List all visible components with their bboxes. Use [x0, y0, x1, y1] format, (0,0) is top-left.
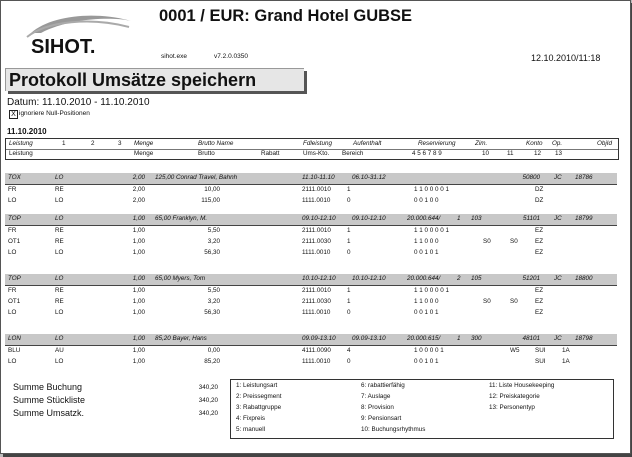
table-cell: 18800: [575, 275, 593, 282]
col-header: Brutto Name: [198, 140, 234, 147]
table-cell: 0 0 1 0 1: [414, 358, 439, 365]
col-header: 13: [555, 150, 563, 157]
sum-value: 340,20: [198, 397, 218, 404]
report-title-banner: [5, 68, 304, 91]
col-header: 11: [507, 150, 514, 157]
table-cell: 3,20: [207, 238, 220, 245]
table-cell: 1,00: [132, 298, 145, 305]
table-cell: 1A: [562, 347, 570, 354]
table-row: [5, 297, 617, 308]
legend-item: 8: Provision: [361, 404, 394, 411]
table-cell: 4: [347, 347, 351, 354]
col-header: Aufenthalt: [353, 140, 382, 147]
table-cell: RE: [55, 227, 64, 234]
legend-item: 10: Buchungsrhythmus: [361, 426, 426, 433]
table-cell: 1: [347, 287, 351, 294]
table-cell: 2111.0010: [302, 287, 331, 294]
table-row: [5, 357, 617, 368]
table-row: [5, 286, 617, 297]
table-cell: 1111.0010: [302, 309, 331, 316]
date-range: Datum: 11.10.2010 - 11.10.2010: [7, 97, 150, 108]
ignore-null-checkbox: X: [9, 110, 18, 119]
table-cell: 1 1 0 0 0 0 1: [414, 227, 450, 234]
table-row: [5, 196, 617, 207]
table-cell: 105: [471, 275, 482, 282]
table-cell: 0 0 1 0 0: [414, 197, 439, 204]
table-cell: TOX: [8, 174, 21, 181]
legend-item: 1: Leistungsart: [236, 382, 278, 389]
report-title: Protokoll Umsätze speichern: [9, 70, 257, 90]
table-row: [5, 308, 617, 319]
table-cell: 85,20: [204, 358, 220, 365]
col-header: Zim.: [475, 140, 488, 147]
table-cell: 1: [457, 335, 461, 342]
svg-text:SIHOT.: SIHOT.: [31, 36, 96, 58]
table-cell: 5,50: [207, 287, 220, 294]
table-cell: 2,00: [132, 174, 145, 181]
col-header: Ums-Kto.: [303, 150, 330, 157]
table-cell: 1 1 0 0 0 0 1: [414, 186, 450, 193]
table-cell: LO: [55, 275, 64, 282]
table-cell: LO: [55, 249, 64, 256]
group-row: [5, 173, 617, 185]
table-cell: 2: [457, 275, 461, 282]
table-cell: RE: [55, 186, 64, 193]
table-row: [5, 185, 617, 196]
table-cell: 50800: [522, 174, 540, 181]
table-cell: S0: [483, 298, 491, 305]
col-header: 10: [482, 150, 490, 157]
table-cell: OT1: [8, 298, 21, 305]
table-cell: LO: [55, 215, 64, 222]
table-cell: 125,00 Conrad Travel, Bahnh: [155, 174, 238, 181]
table-cell: TOP: [8, 275, 21, 282]
table-cell: 103: [471, 215, 482, 222]
table-cell: 0: [347, 309, 351, 316]
group-row: [5, 214, 617, 226]
group-row: [5, 334, 617, 346]
table-cell: BLU: [8, 347, 21, 354]
legend-item: 12: Preiskategorie: [489, 393, 540, 400]
table-cell: 1: [347, 186, 351, 193]
table-row: [5, 346, 617, 357]
table-cell: 1,00: [132, 227, 145, 234]
app-name: sihot.exe: [161, 53, 188, 60]
col-header: Brutto: [198, 150, 215, 157]
table-cell: S0: [510, 238, 518, 245]
table-cell: 1 1 0 0 0: [414, 238, 439, 245]
table-cell: 0: [347, 197, 351, 204]
table-cell: 300: [471, 335, 482, 342]
table-cell: 10,00: [204, 186, 220, 193]
table-cell: JC: [554, 215, 562, 222]
table-cell: LO: [8, 197, 17, 204]
sum-value: 340,20: [198, 384, 218, 391]
col-header: Menge: [134, 150, 154, 157]
table-cell: 06.10-31.12: [352, 174, 386, 181]
table-cell: 1,00: [132, 309, 145, 316]
table-cell: 1: [347, 227, 351, 234]
legend-item: 5: manuell: [236, 426, 266, 433]
table-row: [5, 248, 617, 259]
table-cell: 09.09-13.10: [352, 335, 386, 342]
table-cell: 3,20: [207, 298, 220, 305]
legend-item: 2: Preissegment: [236, 393, 282, 400]
table-cell: DZ: [535, 197, 544, 204]
table-cell: 2,00: [132, 197, 145, 204]
table-cell: 2111.0010: [302, 186, 331, 193]
legend-item: 3: Rabattgruppe: [236, 404, 282, 411]
sum-label: Summe Umsatzk.: [13, 408, 85, 418]
col-header: Bereich: [342, 150, 364, 157]
group-row: [5, 274, 617, 286]
table-cell: LO: [8, 309, 17, 316]
table-cell: 09.09-13.10: [302, 335, 336, 342]
table-cell: 10.10-12.10: [302, 275, 336, 282]
legend-item: 4: Fixpreis: [236, 415, 266, 422]
table-cell: 1: [457, 215, 461, 222]
table-cell: SUI: [535, 347, 546, 354]
table-cell: FR: [8, 227, 17, 234]
col-header: Konto: [526, 140, 543, 147]
legend-item: 13: Personentyp: [489, 404, 535, 411]
table-cell: 1 1 0 0 0 0 1: [414, 287, 450, 294]
table-cell: 1A: [562, 358, 570, 365]
table-cell: 1111.0010: [302, 197, 331, 204]
table-cell: 56,30: [204, 309, 220, 316]
table-cell: LO: [55, 335, 64, 342]
table-cell: DZ: [535, 186, 544, 193]
table-cell: 0 0 1 0 1: [414, 309, 439, 316]
table-cell: EZ: [535, 298, 544, 305]
table-row: [5, 226, 617, 237]
table-cell: S0: [510, 298, 518, 305]
table-cell: 48101: [522, 335, 540, 342]
col-header: 12: [534, 150, 542, 157]
print-datetime: 12.10.2010/11:18: [531, 53, 601, 63]
col-header: ObjId: [597, 140, 613, 147]
sum-value: 340,20: [198, 410, 218, 417]
table-cell: W5: [510, 347, 520, 354]
table-cell: LO: [55, 197, 64, 204]
table-cell: 20.000.644/: [407, 275, 441, 282]
table-cell: 09.10-12.10: [352, 215, 386, 222]
table-cell: 85,20 Bayer, Hans: [155, 335, 207, 342]
table-cell: LO: [55, 174, 64, 181]
col-header: 2: [91, 140, 95, 147]
table-cell: S0: [483, 238, 491, 245]
hotel-title: 0001 / EUR: Grand Hotel GUBSE: [159, 7, 413, 25]
table-cell: 5,50: [207, 227, 220, 234]
table-cell: 51201: [522, 275, 540, 282]
table-cell: AU: [55, 347, 64, 354]
table-cell: 1 1 0 0 0: [414, 298, 439, 305]
ignore-null-label: ignoriere Null-Positionen: [19, 110, 90, 117]
table-cell: 0: [347, 358, 351, 365]
legend-item: 7: Auslage: [361, 393, 391, 400]
col-header: Leistung: [9, 140, 33, 147]
table-cell: RE: [55, 287, 64, 294]
table-cell: 1,00: [132, 249, 145, 256]
table-cell: 65,00 Franklyn, M.: [155, 215, 208, 222]
table-cell: 56,30: [204, 249, 220, 256]
table-cell: 0: [347, 249, 351, 256]
table-cell: 115,00: [201, 197, 220, 204]
table-cell: LON: [8, 335, 21, 342]
table-cell: 1,00: [132, 287, 145, 294]
table-cell: 20.000.644/: [407, 215, 441, 222]
table-cell: 0 0 1 0 1: [414, 249, 439, 256]
sum-label: Summe Stückliste: [13, 395, 86, 405]
table-cell: 1111.0010: [302, 358, 331, 365]
table-cell: LO: [55, 358, 64, 365]
sihot-logo: [11, 7, 151, 67]
table-cell: RE: [55, 298, 64, 305]
table-cell: FR: [8, 287, 17, 294]
table-cell: 1,00: [132, 347, 145, 354]
table-cell: 1,00: [132, 335, 145, 342]
col-header: 3: [118, 140, 122, 147]
table-cell: 2111.0030: [302, 238, 331, 245]
table-cell: LO: [55, 309, 64, 316]
col-header: 4 5 6 7 8 9: [412, 150, 442, 157]
table-cell: 10.10-12.10: [352, 275, 386, 282]
table-cell: 1,00: [132, 215, 145, 222]
table-cell: 2111.0030: [302, 298, 331, 305]
table-cell: 1,00: [132, 358, 145, 365]
col-header: Reservierung: [418, 140, 456, 147]
table-cell: LO: [8, 249, 17, 256]
legend-item: 6: rabattierfähig: [361, 382, 405, 389]
table-cell: 2,00: [132, 186, 145, 193]
table-cell: OT1: [8, 238, 21, 245]
table-cell: 11.10-11.10: [302, 174, 335, 181]
col-header: Rabatt: [261, 150, 280, 157]
app-version: v7.2.0.0350: [214, 53, 248, 60]
table-cell: JC: [554, 275, 562, 282]
table-cell: 1,00: [132, 238, 145, 245]
col-header: Leistung: [9, 150, 33, 157]
table-cell: 1111.0010: [302, 249, 331, 256]
col-header: Fdleistung: [303, 140, 333, 147]
table-cell: 20.000.615/: [407, 335, 441, 342]
table-cell: EZ: [535, 238, 544, 245]
table-cell: 1,00: [132, 275, 145, 282]
legend-item: 11: Liste Housekeeping: [489, 382, 555, 389]
table-cell: JC: [554, 335, 562, 342]
table-cell: 0,00: [207, 347, 220, 354]
table-cell: 1 0 0 0 0 1: [414, 347, 444, 354]
sum-label: Summe Buchung: [13, 382, 83, 392]
table-cell: 2111.0010: [302, 227, 331, 234]
section-date: 11.10.2010: [7, 127, 47, 136]
table-cell: 1: [347, 238, 351, 245]
table-cell: FR: [8, 186, 17, 193]
legend-box: [230, 379, 614, 439]
table-cell: 18798: [575, 335, 593, 342]
table-cell: 18786: [575, 174, 593, 181]
table-cell: 51101: [522, 215, 540, 222]
table-cell: EZ: [535, 287, 544, 294]
col-header: Op.: [552, 140, 563, 147]
table-cell: LO: [8, 358, 17, 365]
table-cell: SUI: [535, 358, 546, 365]
table-cell: EZ: [535, 309, 544, 316]
col-header: Menge: [134, 140, 154, 147]
table-cell: TOP: [8, 215, 21, 222]
legend-item: 9: Pensionsart: [361, 415, 402, 422]
table-cell: 1: [347, 298, 351, 305]
table-cell: 18799: [575, 215, 593, 222]
table-cell: EZ: [535, 249, 544, 256]
table-cell: 4111.0090: [302, 347, 331, 354]
column-header: [5, 138, 619, 160]
table-cell: RE: [55, 238, 64, 245]
table-cell: 65,00 Myers, Tom: [155, 275, 206, 282]
table-row: [5, 237, 617, 248]
table-cell: JC: [554, 174, 562, 181]
table-cell: 09.10-12.10: [302, 215, 336, 222]
col-header: 1: [62, 140, 66, 147]
table-cell: EZ: [535, 227, 544, 234]
